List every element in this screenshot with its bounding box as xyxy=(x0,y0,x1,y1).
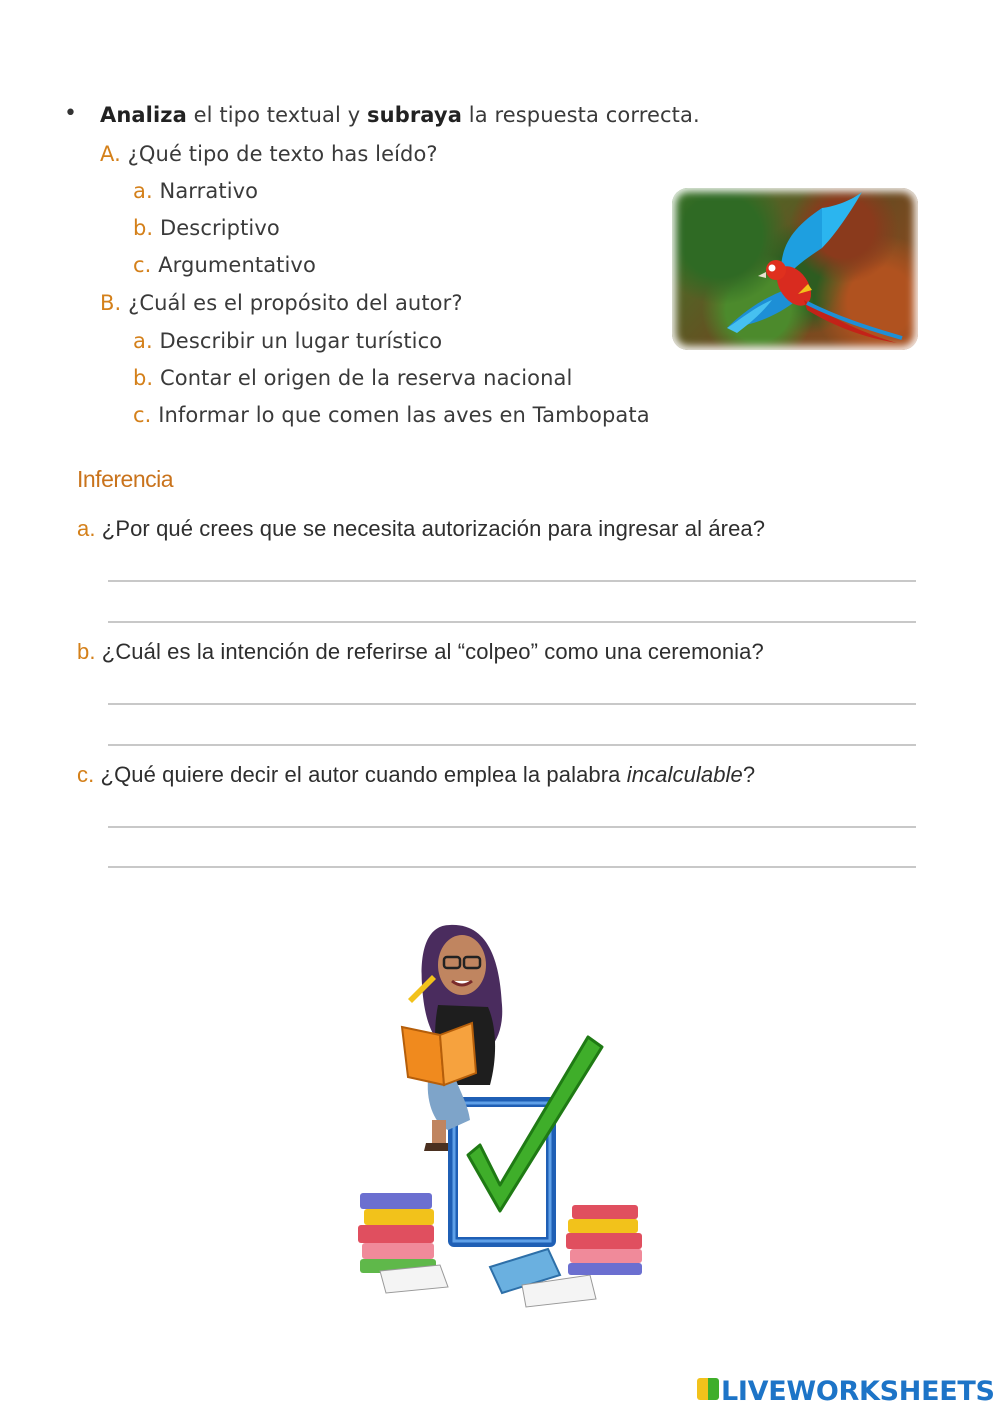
question-letter: b. xyxy=(77,639,96,664)
option-letter: b. xyxy=(133,366,154,390)
answer-line[interactable] xyxy=(108,826,916,828)
option-text: Argumentativo xyxy=(158,253,316,277)
instruction-analiza: Analiza xyxy=(100,103,187,127)
liveworksheets-watermark[interactable] xyxy=(697,1376,995,1410)
instruction-part2: el tipo textual y xyxy=(186,103,368,127)
option-text: Describir un lugar turístico xyxy=(159,329,443,353)
question-text: ¿Por qué crees que se necesita autorización para ingresar al área? xyxy=(101,516,766,541)
option-text: Descriptivo xyxy=(160,216,280,240)
option-a-b[interactable] xyxy=(133,216,280,240)
option-a-a[interactable] xyxy=(133,179,258,203)
question-b xyxy=(100,291,463,315)
bitmoji-illustration xyxy=(340,915,660,1310)
answer-line[interactable] xyxy=(108,621,916,623)
question-letter: c. xyxy=(77,762,95,787)
question-b-letter: B. xyxy=(100,291,122,315)
instruction-subraya: subraya xyxy=(367,103,462,127)
inferencia-question-b xyxy=(77,639,764,665)
option-b-a[interactable] xyxy=(133,329,442,353)
question-text-end: ? xyxy=(742,762,756,787)
option-letter: a. xyxy=(133,329,153,353)
inferencia-question-a xyxy=(77,516,765,542)
answer-line[interactable] xyxy=(108,866,916,868)
question-emphasis: incalculable xyxy=(626,762,743,787)
section-heading-inferencia: Inferencia xyxy=(77,466,174,492)
liveworksheets-logo-icon xyxy=(697,1378,719,1400)
answer-line[interactable] xyxy=(108,744,916,746)
option-text: Contar el origen de la reserva nacional xyxy=(160,366,573,390)
question-b-text: ¿Cuál es el propósito del autor? xyxy=(128,291,463,315)
instruction xyxy=(100,103,700,127)
question-a xyxy=(100,142,438,166)
watermark-text: LIVEWORKSHEETS xyxy=(721,1376,995,1407)
question-a-text: ¿Qué tipo de texto has leído? xyxy=(127,142,438,166)
option-letter: c. xyxy=(133,253,152,277)
bullet-icon: • xyxy=(64,101,77,126)
instruction-part4: la respuesta correcta. xyxy=(461,103,700,127)
question-text: ¿Qué quiere decir el autor cuando emplea la palabra xyxy=(100,762,627,787)
parrot-photo xyxy=(672,188,918,350)
question-a-letter: A. xyxy=(100,142,121,166)
option-letter: c. xyxy=(133,403,152,427)
option-text: Narrativo xyxy=(159,179,259,203)
question-letter: a. xyxy=(77,516,96,541)
inferencia-question-c xyxy=(77,762,755,788)
option-letter: b. xyxy=(133,216,154,240)
option-a-c[interactable] xyxy=(133,253,316,277)
bitmoji-reading-checkmark xyxy=(340,915,660,1310)
option-letter: a. xyxy=(133,179,153,203)
option-text: Informar lo que comen las aves en Tambopata xyxy=(158,403,650,427)
macaw-illustration xyxy=(672,188,918,350)
option-b-b[interactable] xyxy=(133,366,572,390)
answer-line[interactable] xyxy=(108,703,916,705)
answer-line[interactable] xyxy=(108,580,916,582)
option-b-c[interactable] xyxy=(133,403,650,427)
question-text: ¿Cuál es la intención de referirse al “colpeo” como una ceremonia? xyxy=(101,639,764,664)
